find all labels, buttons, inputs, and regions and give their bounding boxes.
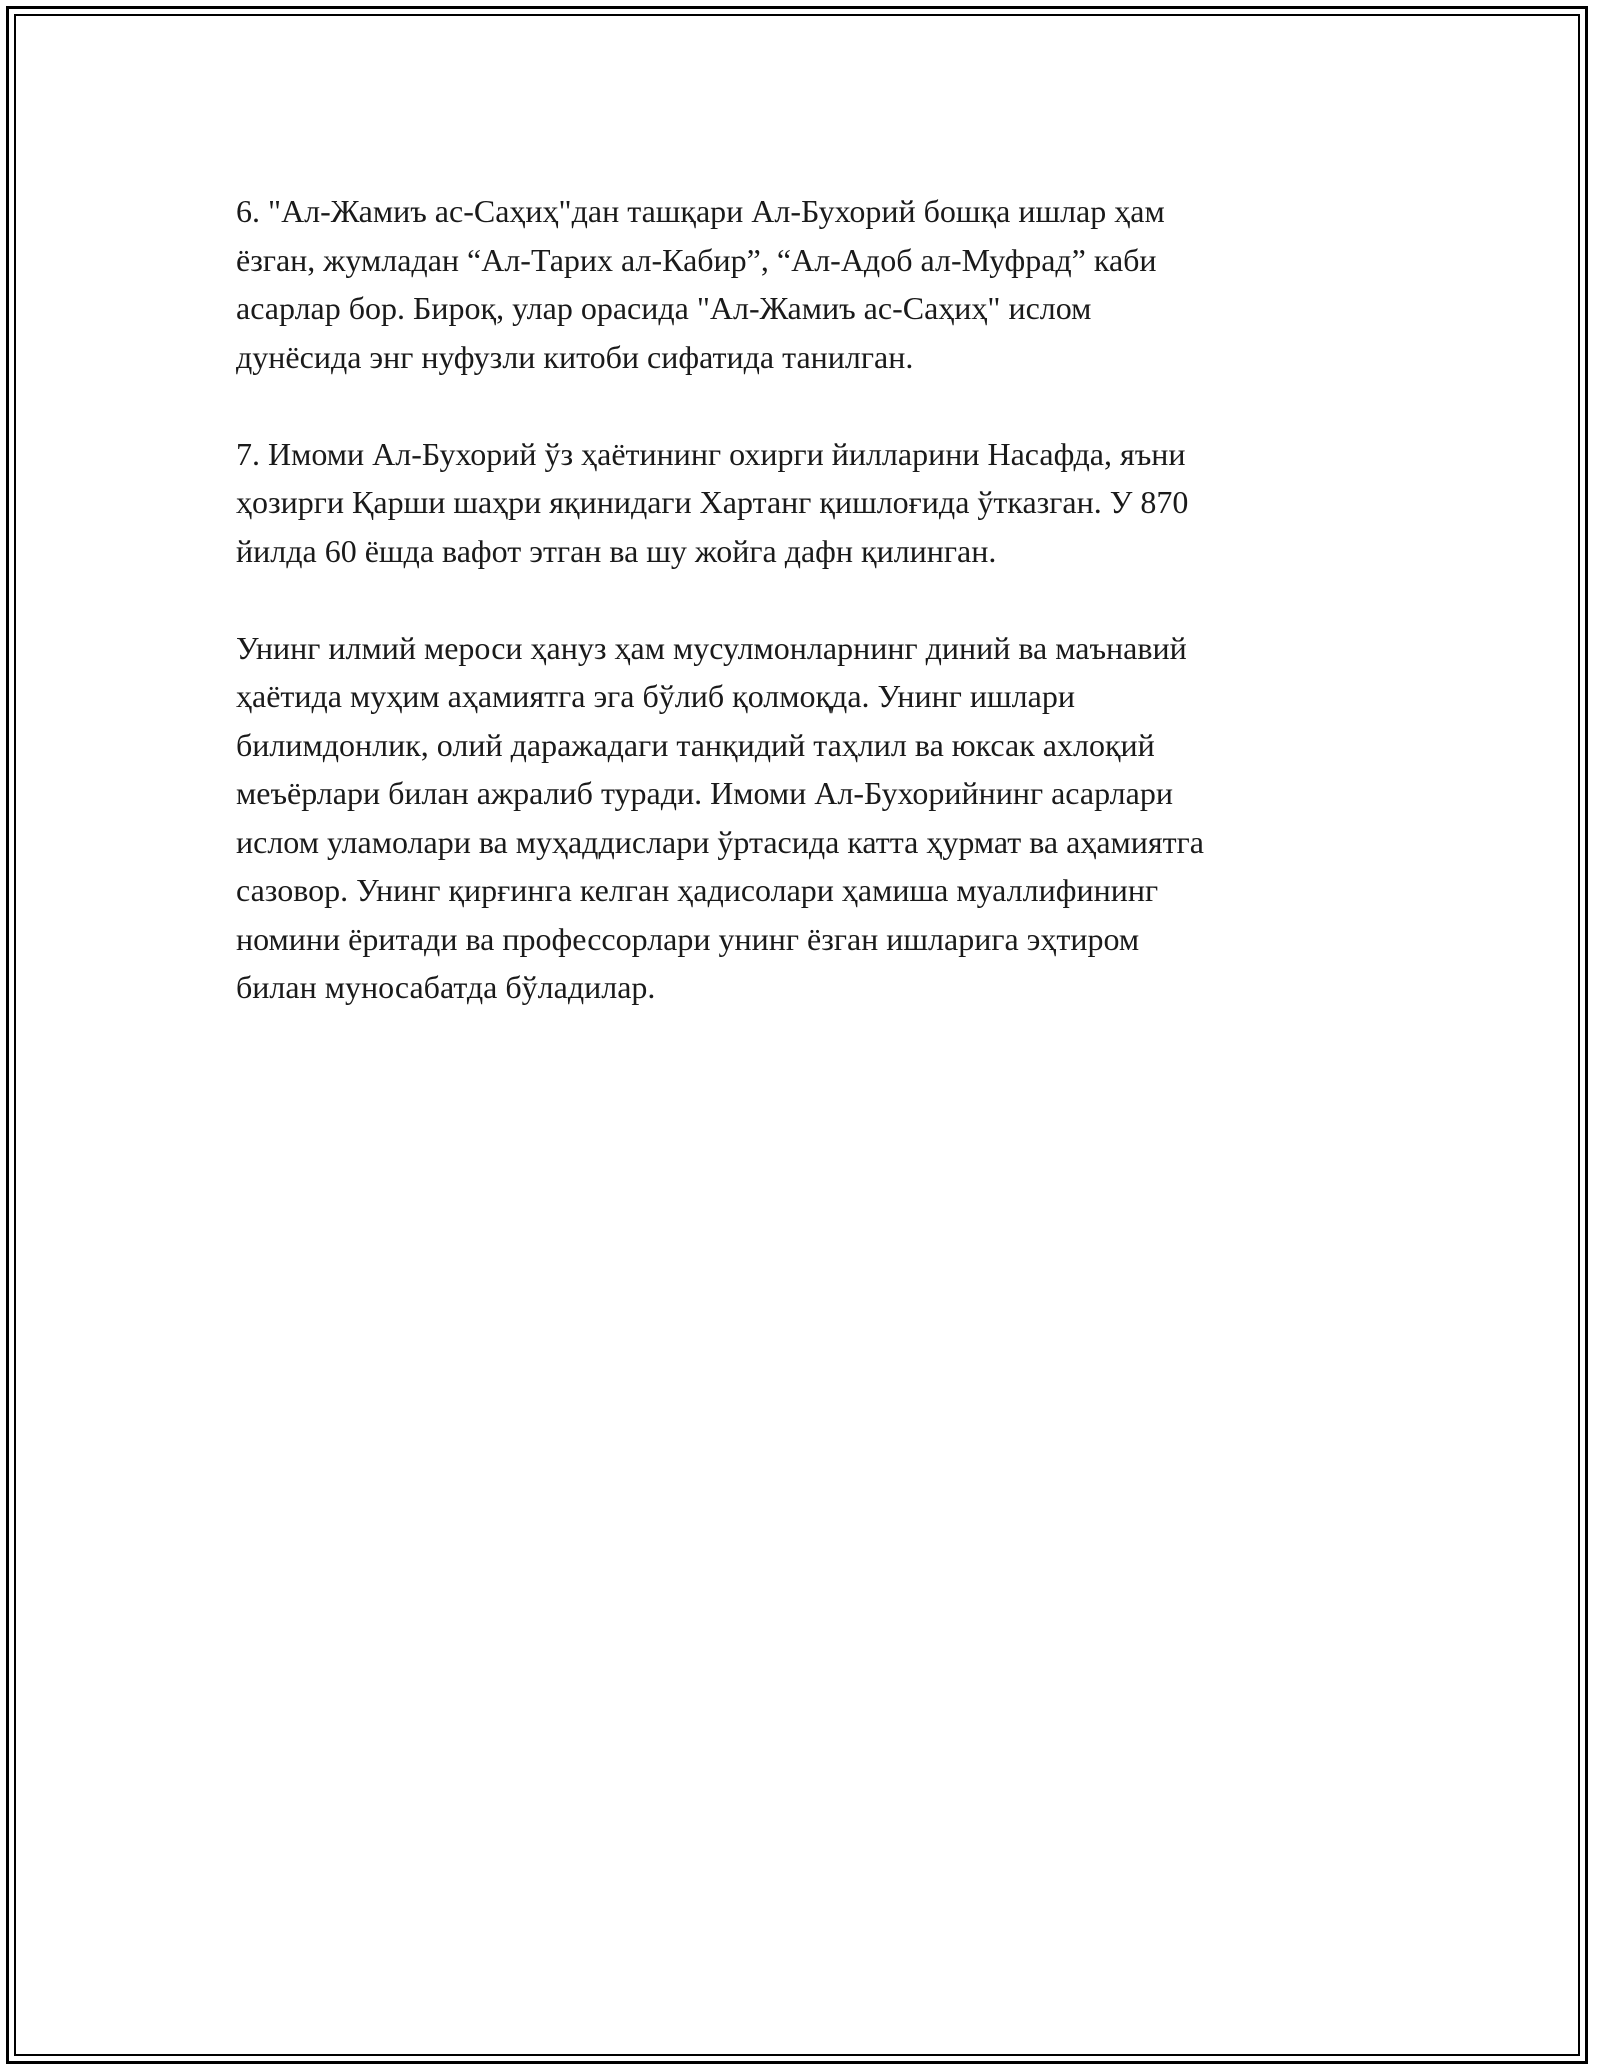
text-line: Унинг илмий мероси ҳануз ҳам мусулмонларнинг диний ва маънавий [236,629,1187,666]
text-line: ёзган, жумладан “Ал-Тарих ал-Кабир”, “Ал-Адоб ал-Муфрад” каби [236,241,1157,278]
document-body [236,187,1376,1060]
text-line: меъёрлари билан ажралиб туради. Имоми Ал-Бухорийнинг асарлари [236,775,1173,811]
text-line: билан муносабатда бўладилар. [236,969,656,1005]
text-line: 6. "Ал-Жамиъ ас-Саҳиҳ"дан ташқари Ал-Бухорий бошқа ишлар ҳам [236,193,1165,229]
text-line: йилда 60 ёшда вафот этган ва шу жойга дафн қилинган. [236,532,997,569]
text-line: дунёсида энг нуфузли китоби сифатида танилган. [236,338,914,375]
text-line: сазовор. Унинг қирғинга келган ҳадисолари ҳамиша муаллифининг [236,872,1159,908]
text-line: 7. Имоми Ал-Бухорий ўз ҳаётининг охирги йилларини Насафда, яъни [236,435,1186,472]
paragraph-7 [236,430,1376,576]
paragraph-6 [236,187,1376,381]
text-line: билимдонлик, олий даражадаги танқидий таҳлил ва юксак ахлоқий [236,726,1155,763]
paragraph-legacy [236,624,1376,1012]
text-line: асарлар бор. Бироқ, улар орасида "Ал-Жамиъ ас-Саҳиҳ" ислом [236,290,1092,326]
text-line: ҳаётида муҳим аҳамиятга эга бўлиб қолмоқда. Унинг ишлари [236,678,1075,714]
text-line: ислом уламолари ва муҳаддислари ўртасида катта ҳурмат ва аҳамиятга [236,823,1204,860]
text-line: номини ёритади ва профессорлари унинг ёзган ишларига эҳтиром [236,920,1140,957]
text-line: ҳозирги Қарши шаҳри яқинидаги Хартанг қишлоғида ўтказган. У 870 [236,484,1189,520]
